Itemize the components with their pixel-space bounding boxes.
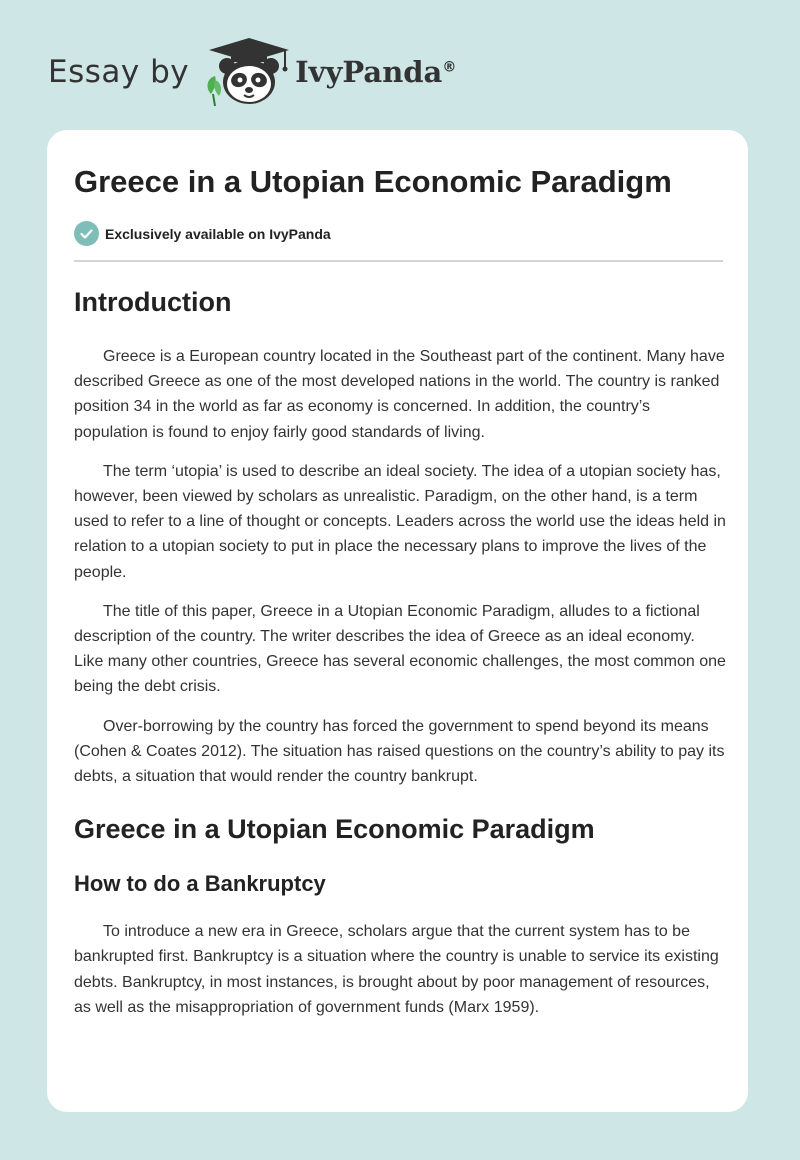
site-brand[interactable] (48, 36, 456, 108)
section-heading-main: Greece in a Utopian Economic Paradigm (74, 814, 595, 845)
section-heading-introduction: Introduction (74, 287, 232, 317)
paragraph: To introduce a new era in Greece, scholars argue that the current system has to be bankrupted first. Bankruptcy is a situation where the country is unable to service its existing debts. Bankruptcy, in most instances, is brought about by poor management of resources, as well as the misappropriation of government funds (Marx 1959). (74, 923, 719, 1016)
title-divider (74, 260, 723, 262)
check-circle-icon (74, 221, 99, 246)
badge-text: Exclusively available on IvyPanda (105, 225, 331, 242)
paragraph: Over-borrowing by the country has forced the government to spend beyond its means (Cohen & Coates 2012). The situation has raised questions on the country’s ability to pay its debts, a situation that would render the country bankrupt. (74, 717, 725, 786)
registered-mark: ® (442, 59, 457, 76)
brand-name-text: IvyPanda (295, 55, 443, 89)
subsection-heading-bankruptcy: How to do a Bankruptcy (74, 871, 326, 897)
paragraph: The term ‘utopia’ is used to describe an ideal society. The idea of a utopian society has, however, been viewed by scholars as unrealistic. Paradigm, on the other hand, is a term used to refer to a line of thought or concepts. Leaders across the world use the ideas held in relation to a utopian society to put in place the necessary plans to improve the lives of the people. (74, 462, 726, 581)
panda-graduation-cap-icon (201, 36, 293, 108)
paragraph: Greece is a European country located in the Southeast part of the continent. Many have described Greece as one of the most developed nations in the world. The country is ranked position 34 in the world as far as economy is concerned. In addition, the country’s population is found to enjoy fairly good standards of living. (74, 348, 725, 441)
paragraph: The title of this paper, Greece in a Utopian Economic Paradigm, alludes to a fictional description of the country. The writer describes the idea of Greece as an ideal economy. Like many other countries, Greece has several economic challenges, the most common one being the debt crisis. (74, 602, 726, 696)
exclusive-badge (74, 221, 331, 246)
article-body (74, 284, 726, 1020)
brand-name (295, 55, 456, 89)
article-card (47, 130, 748, 1112)
page-title: Greece in a Utopian Economic Paradigm (74, 164, 672, 199)
brand-prefix: Essay by (48, 54, 190, 90)
